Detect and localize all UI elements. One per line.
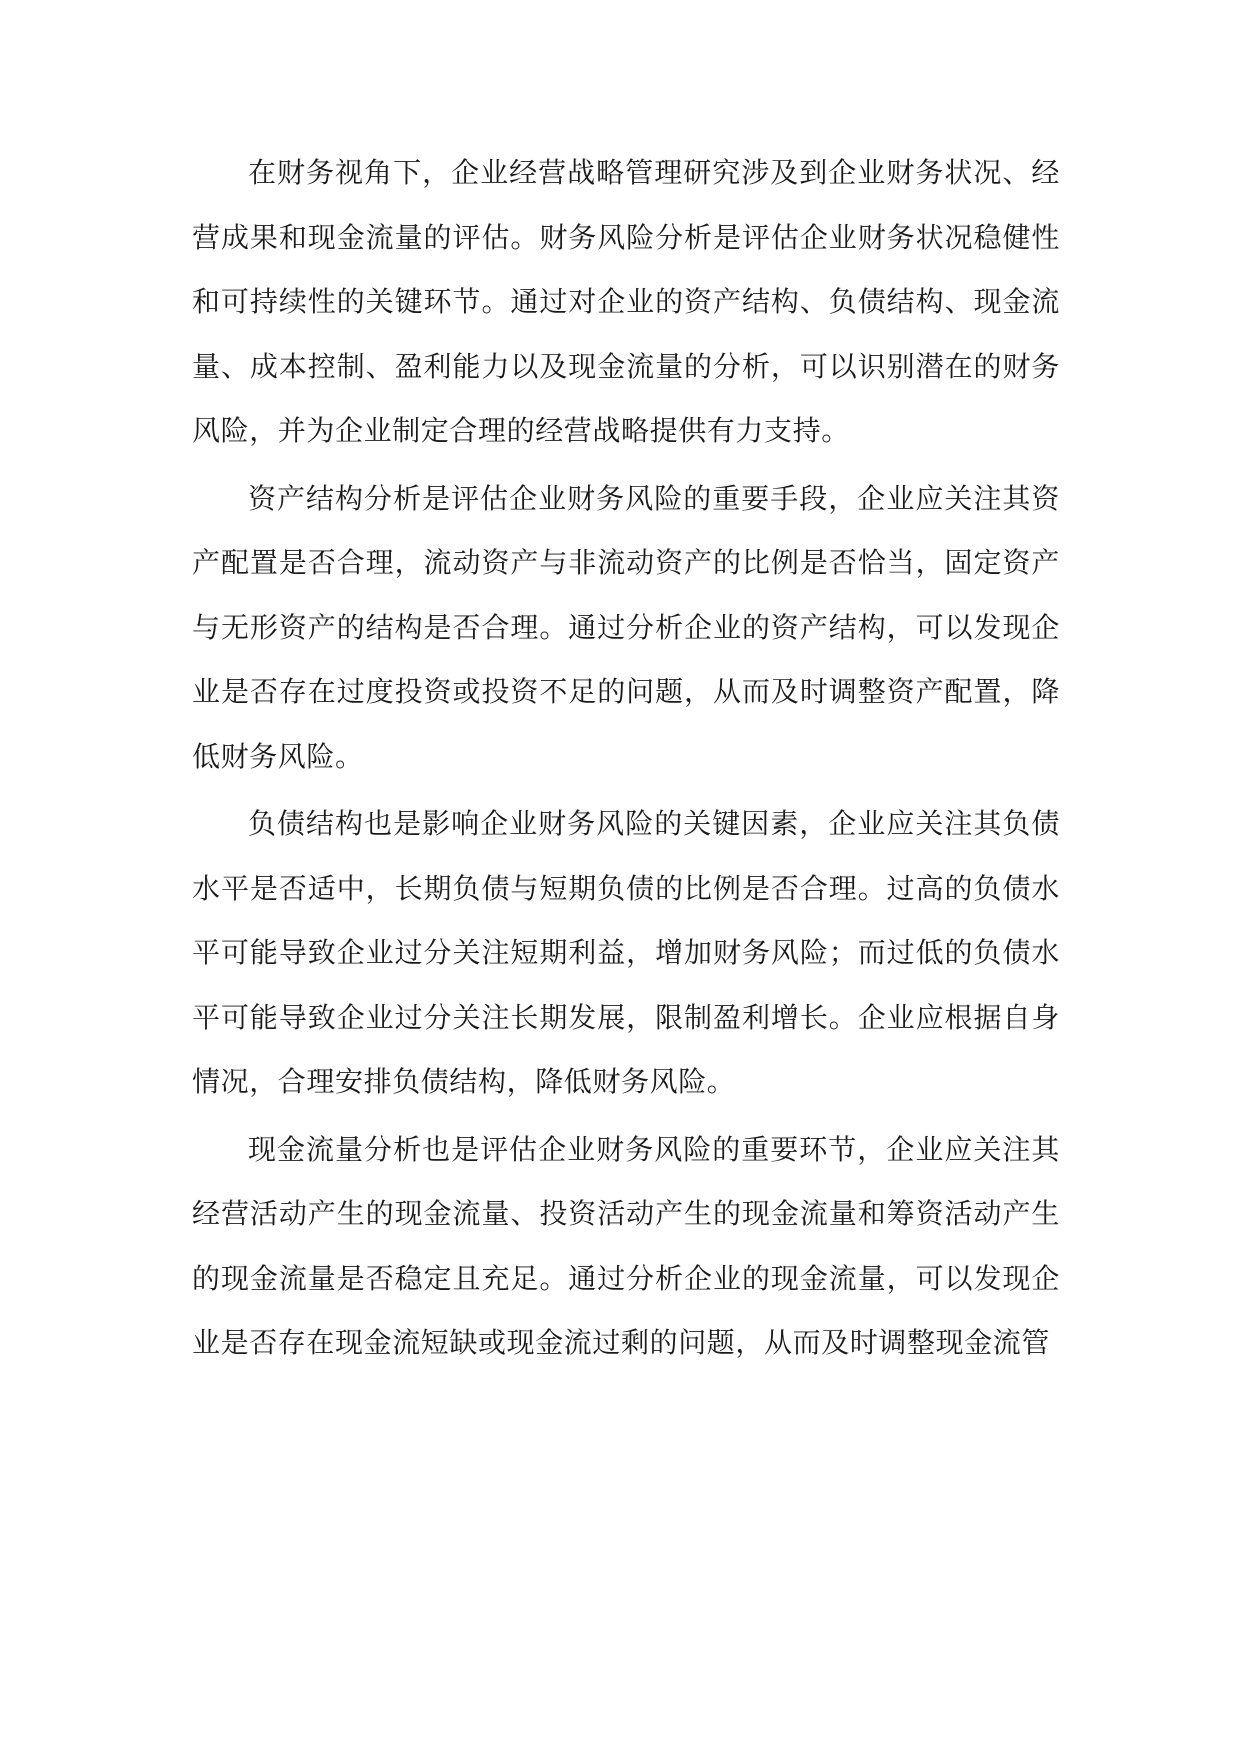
paragraph-cash-flow: 现金流量分析也是评估企业财务风险的重要环节，企业应关注其经营活动产生的现金流量、投资活动产生的现金流量和筹资活动产生的现金流量是否稳定且充足。通过分析企业的现金流量，可以发现企业是否存在现金流短缺或现金流过剩的问题，从而及时调整现金流管 [192, 1132, 1060, 1359]
paragraph-asset-structure: 资产结构分析是评估企业财务风险的重要手段，企业应关注其资产配置是否合理，流动资产与非流动资产的比例是否恰当，固定资产与无形资产的结构是否合理。通过分析企业的资产结构，可以发现企业是否存在过度投资或投资不足的问题，从而及时调整资产配置，降低财务风险。 [192, 481, 1060, 773]
document-body [192, 141, 1060, 1379]
paragraph-liability-structure: 负债结构也是影响企业财务风险的关键因素，企业应关注其负债水平是否适中，长期负债与短期负债的比例是否合理。过高的负债水平可能导致企业过分关注短期利益，增加财务风险；而过低的负债水平可能导致企业过分关注长期发展，限制盈利增长。企业应根据自身情况，合理安排负债结构，降低财务风险。 [192, 807, 1060, 1098]
paragraph-financial-perspective: 在财务视角下，企业经营战略管理研究涉及到企业财务状况、经营成果和现金流量的评估。财务风险分析是评估企业财务状况稳健性和可持续性的关键环节。通过对企业的资产结构、负债结构、现金流量、成本控制、盈利能力以及现金流量的分析，可以识别潜在的财务风险，并为企业制定合理的经营战略提供有力支持。 [192, 156, 1060, 447]
